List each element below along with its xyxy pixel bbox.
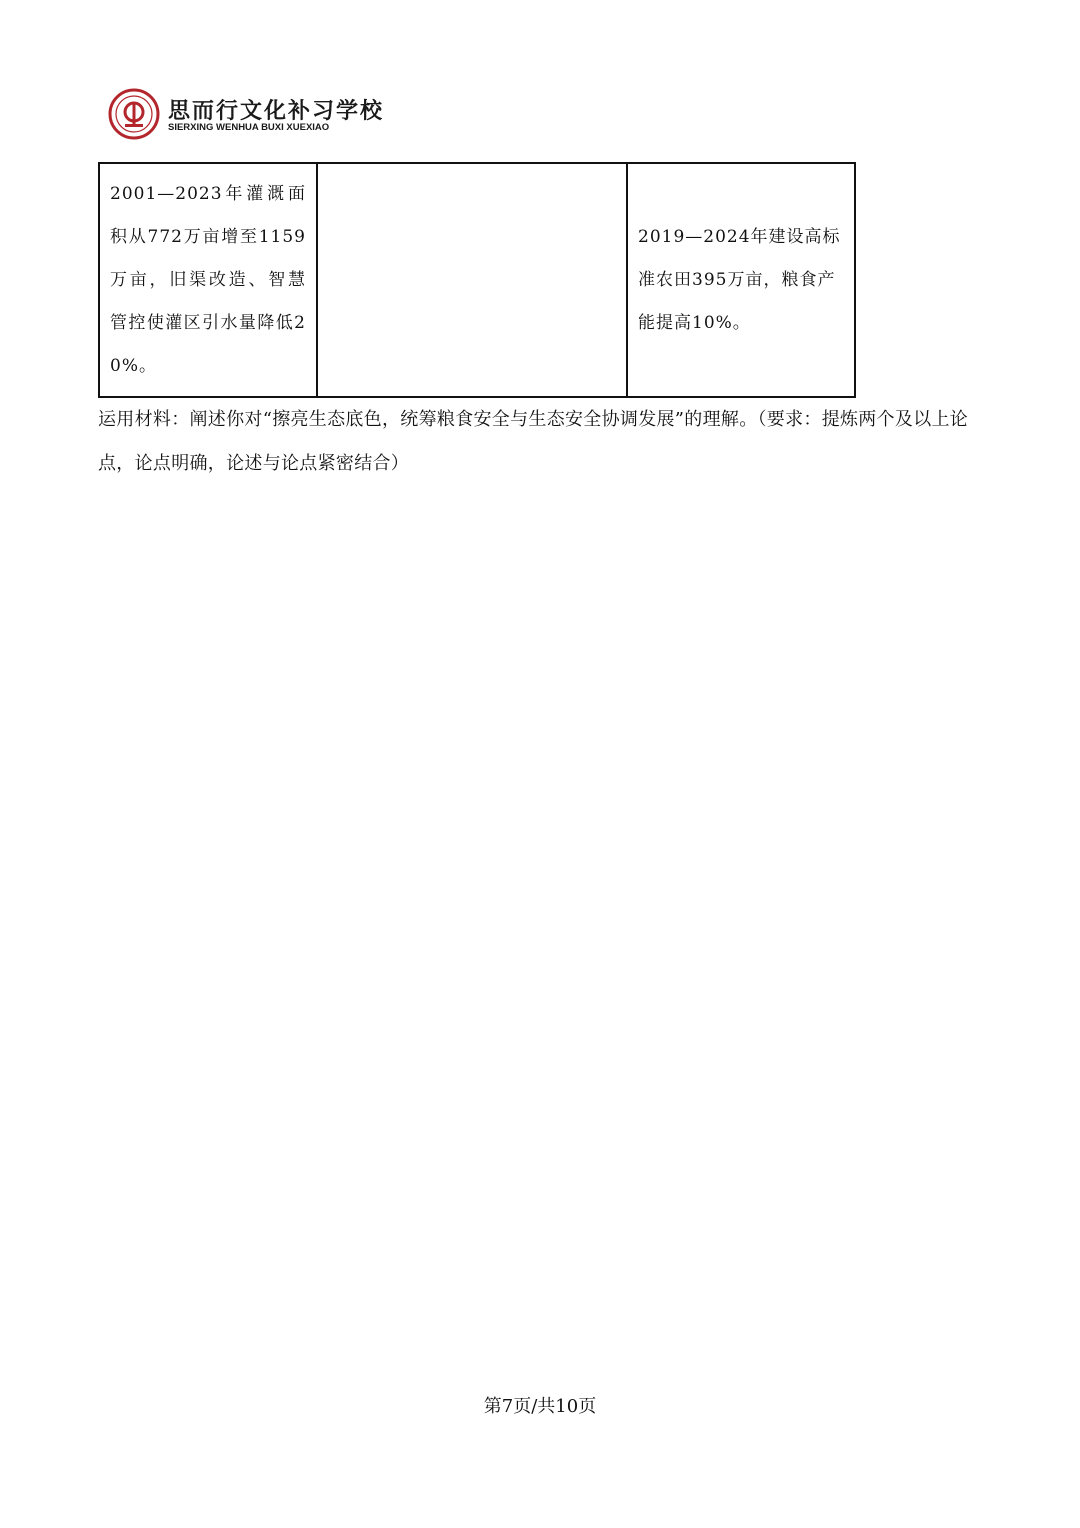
table-cell-irrigation: [99, 163, 317, 397]
school-name: 思而行文化补习学校: [168, 99, 385, 124]
school-pinyin: SIERXING WENHUA BUXI XUEXIAO: [168, 122, 330, 133]
page-header: [108, 88, 408, 144]
table-row: [99, 163, 855, 397]
table-cell-empty: [317, 163, 627, 397]
question-text: 运用材料：阐述你对“擦亮生态底色，统筹粮食安全与生态安全协调发展”的理解。（要求：提炼两个及以上论点，论点明确，论述与论点紧密结合）: [98, 409, 969, 474]
material-table: [98, 162, 856, 398]
page-number: 第7页/共10页: [483, 1396, 597, 1417]
school-seal-logo-icon: [108, 88, 160, 140]
cell-text: 2001—2023年灌溉面积从772万亩增至1159万亩，旧渠改造、智慧管控使灌区引水量降低20%。: [110, 183, 306, 376]
table-cell-farmland: [627, 163, 855, 397]
cell-text: 2019—2024年建设高标准农田395万亩，粮食产能提高10%。: [638, 226, 841, 333]
